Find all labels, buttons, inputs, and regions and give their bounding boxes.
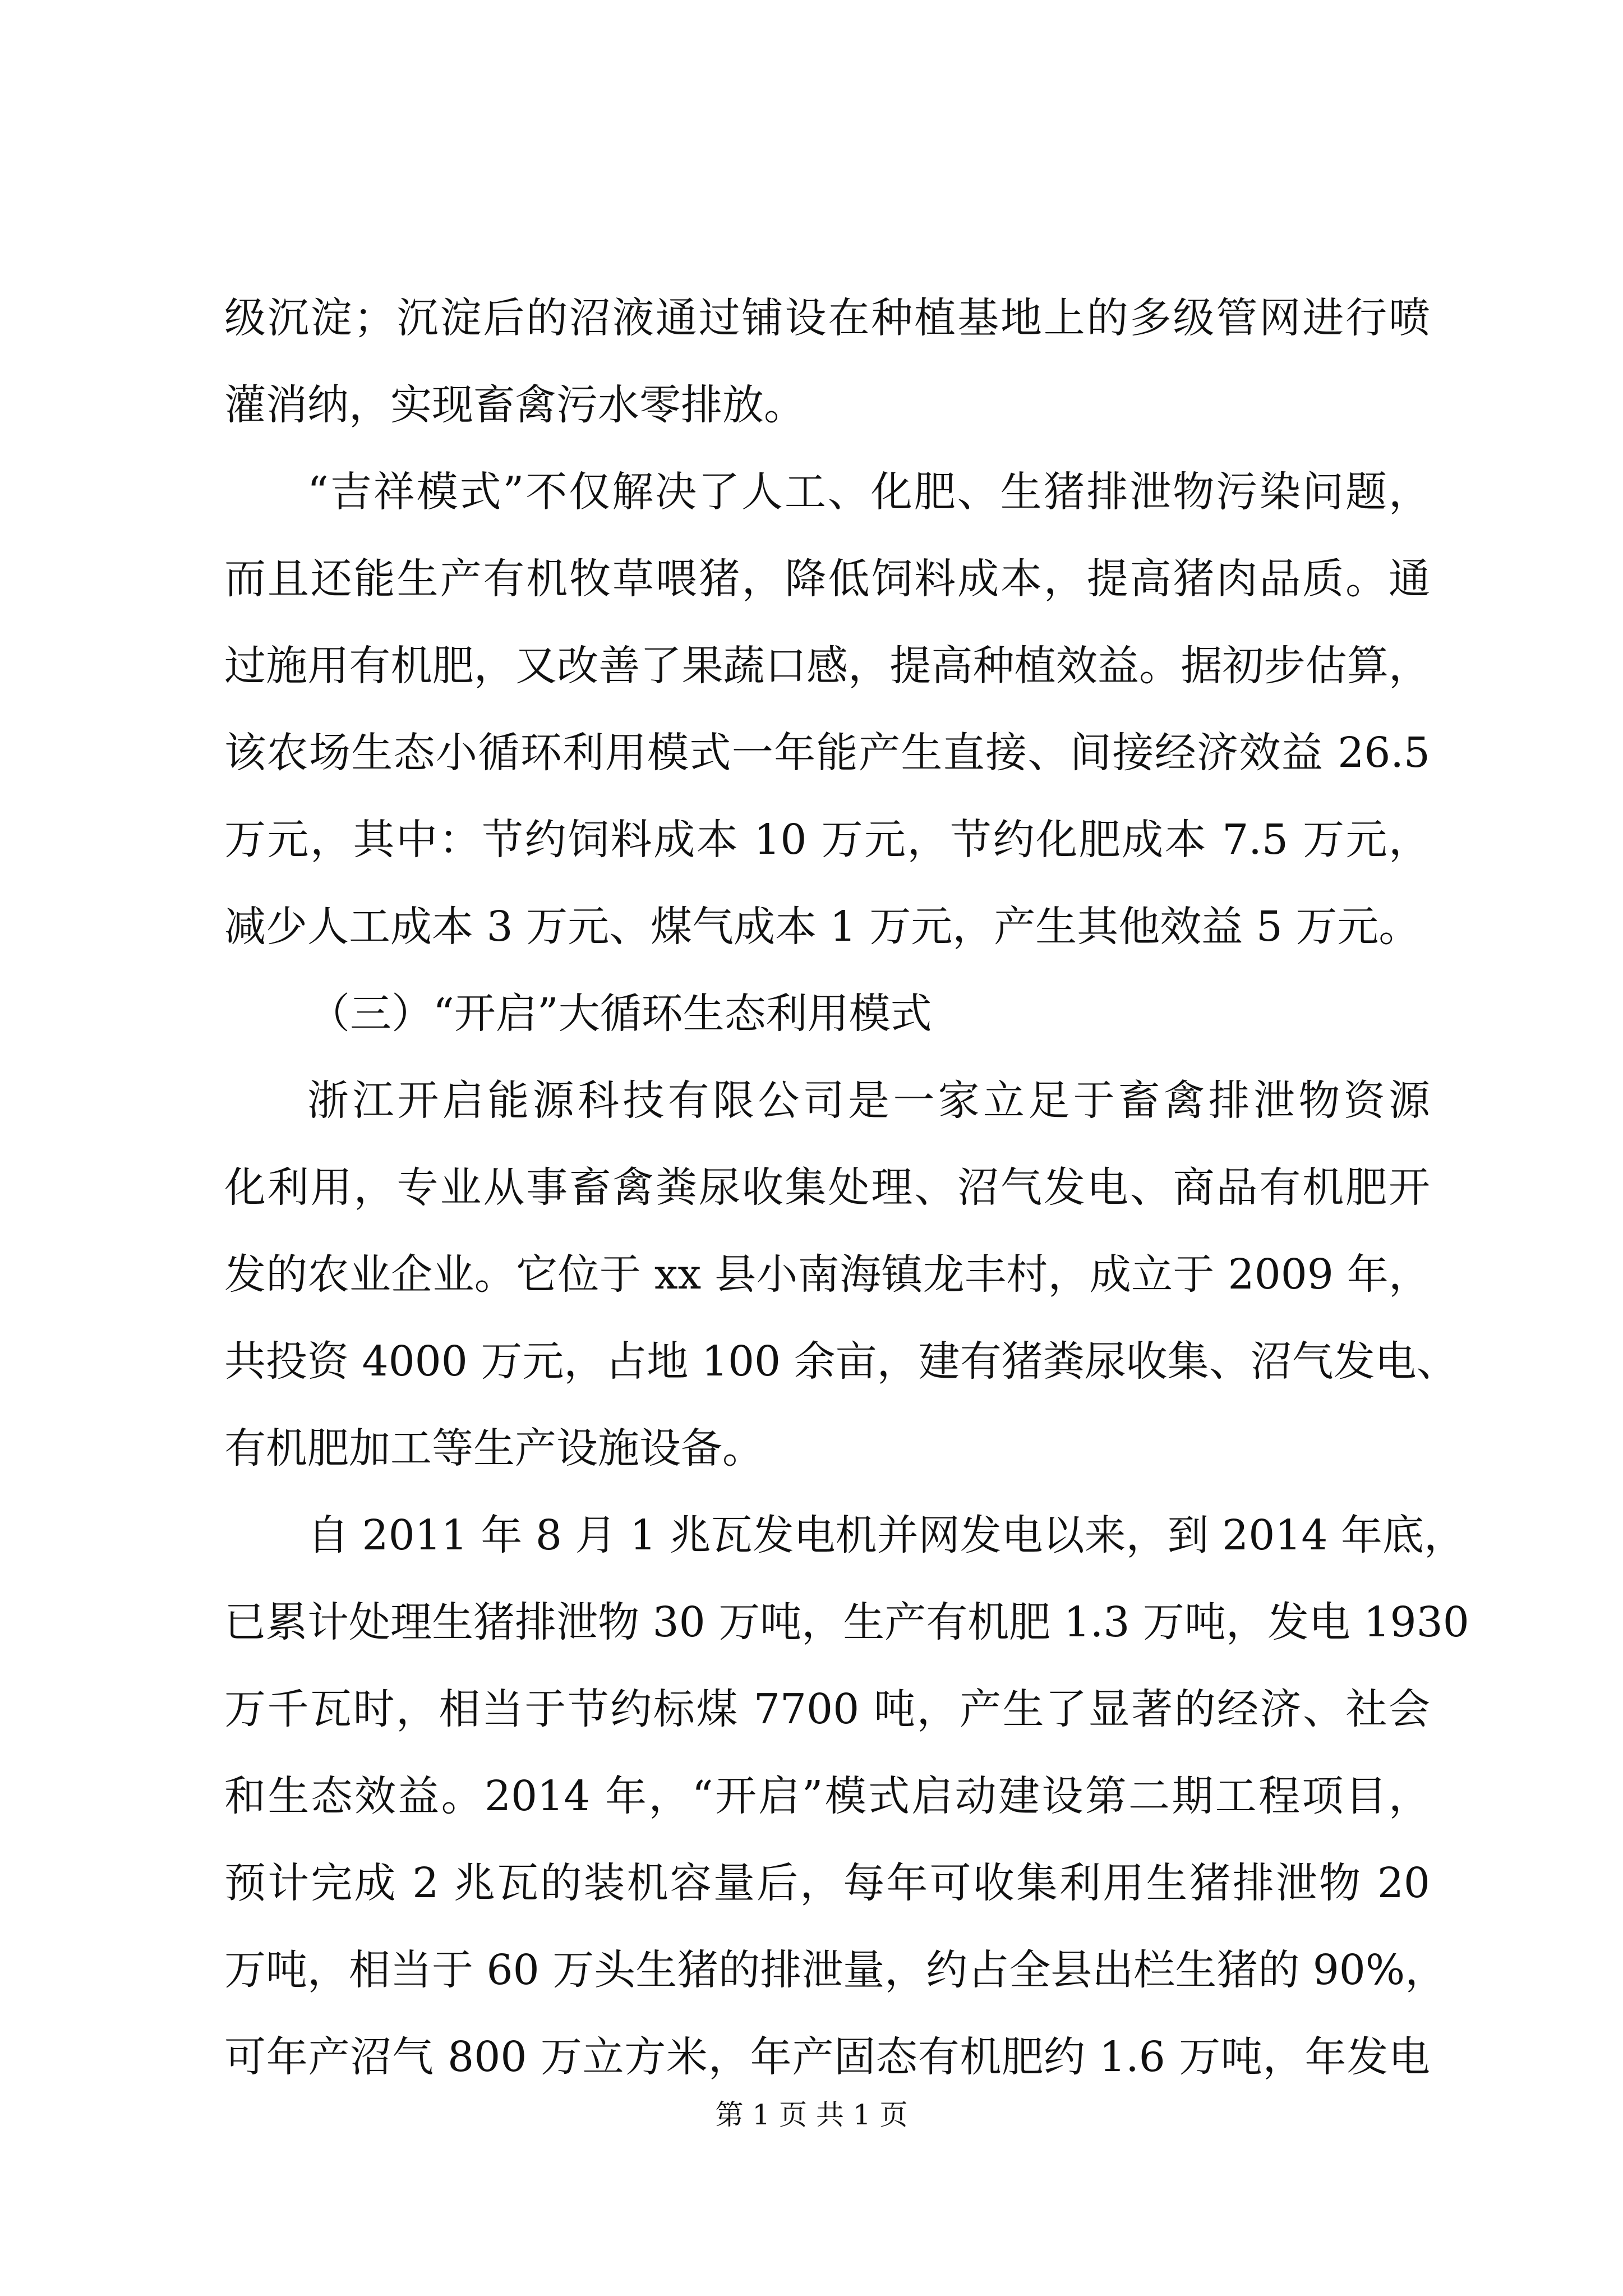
text-line: 预计完成 2 兆瓦的装机容量后，每年可收集利用生猪排泄物 20 (224, 1859, 1430, 1907)
text-line: 万吨，相当于 60 万头生猪的排泄量，约占全县出栏生猪的 90%， (224, 1946, 1447, 1994)
text-line: 可年产沼气 800 万立方米，年产固态有机肥约 1.6 万吨，年发电 (224, 2033, 1430, 2081)
text-line: 化利用，专业从事畜禽粪尿收集处理、沼气发电、商品有机肥开 (224, 1163, 1430, 1212)
text-line: 有机肥加工等生产设施设备。 (224, 1424, 764, 1473)
text-line: 级沉淀；沉淀后的沼液通过铺设在种植基地上的多级管网进行喷 (224, 294, 1430, 342)
text-line: 浙江开启能源科技有限公司是一家立足于畜禽排泄物资源 (307, 1076, 1430, 1125)
text-line: 自 2011 年 8 月 1 兆瓦发电机并网发电以来，到 2014 年底， (307, 1511, 1465, 1559)
text-line: 已累计处理生猪排泄物 30 万吨，生产有机肥 1.3 万吨，发电 1930 (224, 1598, 1469, 1646)
section-heading: （三）“开启”大循环生态利用模式 (308, 990, 932, 1038)
text-line: 和生态效益。2014 年，“开启”模式启动建设第二期工程项目， (224, 1772, 1430, 1820)
text-line: 万元，其中：节约饲料成本 10 万元，节约化肥成本 7.5 万元， (224, 816, 1430, 864)
text-line: 而且还能生产有机牧草喂猪，降低饲料成本，提高猪肉品质。通 (224, 555, 1430, 603)
text-line: 减少人工成本 3 万元、煤气成本 1 万元，产生其他效益 5 万元。 (224, 903, 1421, 951)
text-line: 万千瓦时，相当于节约标煤 7700 吨，产生了显著的经济、社会 (224, 1685, 1430, 1733)
text-line: 共投资 4000 万元，占地 100 余亩，建有猪粪尿收集、沼气发电、 (224, 1337, 1458, 1386)
page-number-footer: 第 1 页 共 1 页 (715, 2099, 908, 2131)
text-line: 灌消纳，实现畜禽污水零排放。 (224, 381, 805, 429)
body-text (224, 275, 1469, 2101)
text-line: 该农场生态小循环利用模式一年能产生直接、间接经济效益 26.5 (224, 729, 1430, 777)
text-line: “吉祥模式”不仅解决了人工、化肥、生猪排泄物污染问题， (307, 468, 1430, 516)
text-line: 过施用有机肥，又改善了果蔬口感，提高种植效益。据初步估算， (224, 642, 1430, 690)
text-line: 发的农业企业。它位于 xx 县小南海镇龙丰村，成立于 2009 年， (224, 1250, 1430, 1299)
